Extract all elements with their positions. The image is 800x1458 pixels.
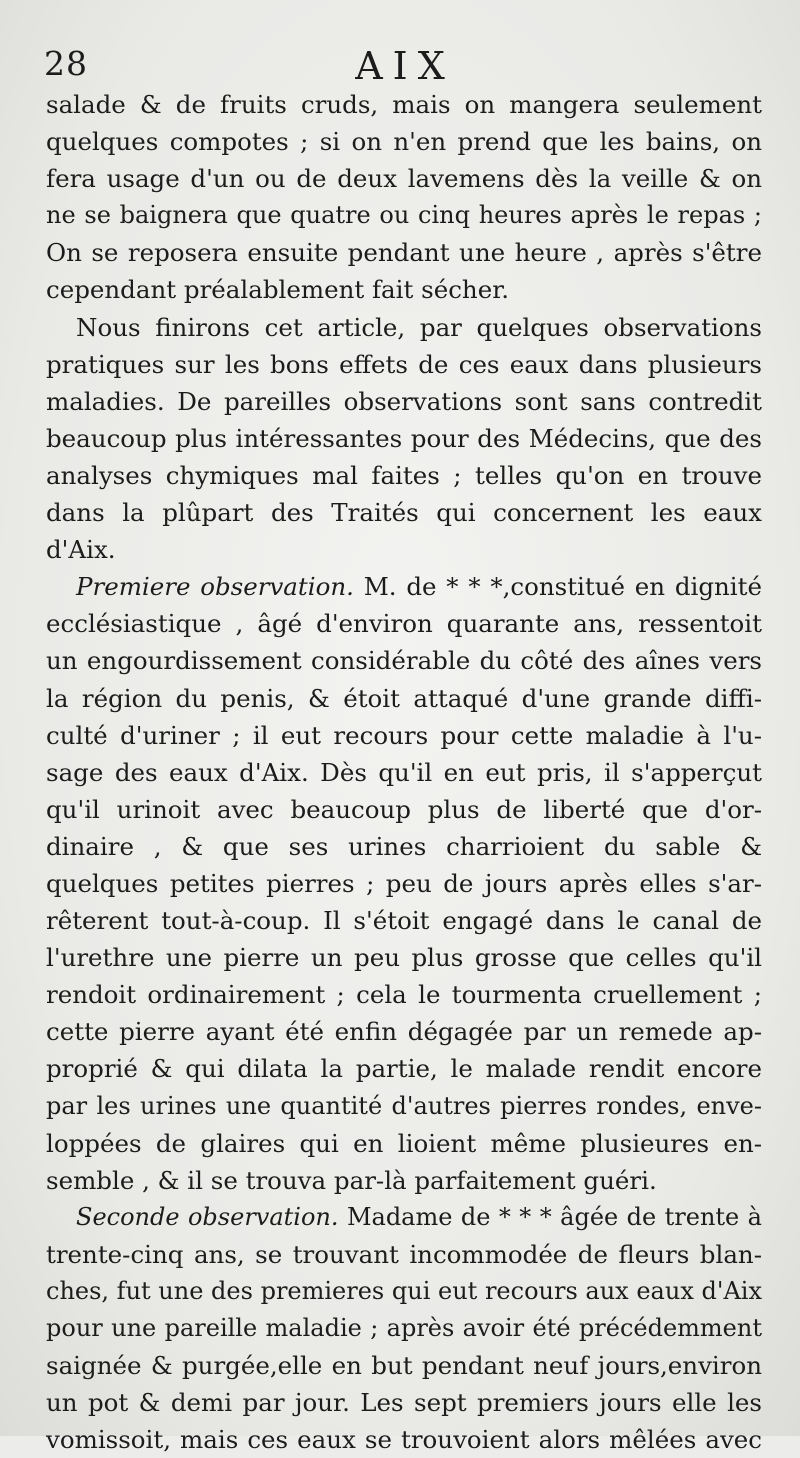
line-text: salade & de fruits cruds, mais on mangera seulement xyxy=(46,90,762,119)
text-line xyxy=(46,976,762,1013)
text-line xyxy=(46,1125,762,1162)
text-line xyxy=(46,1310,762,1347)
line-text: pratiques sur les bons effets de ces eaux dans plusieurs xyxy=(46,349,762,379)
line-text: Nous finirons cet article, par quelques observations xyxy=(76,312,762,342)
line-text: ecclésiastique , âgé d'environ quarante ans, ressentoit xyxy=(46,609,762,639)
line-text: rêterent tout-à-coup. Il s'étoit engagé dans le canal de xyxy=(46,906,762,936)
text-line xyxy=(46,1162,762,1199)
line-text: cependant préalablement fait sécher. xyxy=(46,275,510,305)
observation-heading: Premiere observation. xyxy=(76,572,354,602)
text-line xyxy=(46,494,762,531)
line-text: fera usage d'un ou de deux lavemens dès la veille & on xyxy=(46,164,762,194)
line-text: quelques compotes ; si on n'en prend que les bains, on xyxy=(46,127,762,157)
line-text: ne se baignera que quatre ou cinq heures après le repas ; xyxy=(46,201,762,230)
text-line xyxy=(46,1273,762,1310)
text-line xyxy=(46,197,762,234)
line-text: loppées de glaires qui en lioient même plusieures en- xyxy=(46,1128,762,1158)
text-line xyxy=(46,1384,762,1421)
text-line xyxy=(46,457,762,494)
text-line xyxy=(46,1421,762,1458)
line-text: On se reposera ensuite pendant une heure , après s'être xyxy=(46,238,762,268)
line-text: d'Aix. xyxy=(46,535,116,565)
line-text: Madame de * * * âgée de trente à xyxy=(338,1202,762,1231)
text-line xyxy=(46,1013,762,1050)
observation-heading: Seconde observation. xyxy=(76,1202,339,1231)
text-line xyxy=(46,1088,762,1125)
line-text: maladies. De pareilles observations sont sans contredit xyxy=(46,386,762,416)
line-text: beaucoup plus intéressantes pour des Médecins, que des xyxy=(46,423,762,453)
body-text xyxy=(46,86,762,1458)
text-line xyxy=(46,1050,762,1087)
line-text: cette pierre ayant été enfin dégagée par un remede ap- xyxy=(46,1017,762,1047)
running-head xyxy=(44,44,756,88)
line-text: proprié & qui dilata la partie, le malade rendit encore xyxy=(46,1054,762,1084)
line-text: ches, fut une des premieres qui eut recours aux eaux d'Aix xyxy=(46,1277,762,1305)
text-line xyxy=(46,568,762,605)
line-text: quelques petites pierres ; peu de jours après elles s'ar- xyxy=(46,868,762,898)
page-number: 28 xyxy=(44,44,88,83)
text-line xyxy=(46,271,762,308)
text-line xyxy=(46,309,762,346)
text-line xyxy=(46,160,762,197)
line-text: rendoit ordinairement ; cela le tourmenta cruellement ; xyxy=(46,980,762,1010)
text-line xyxy=(46,346,762,383)
line-text: un pot & demi par jour. Les sept premiers jours elle les xyxy=(46,1388,762,1418)
text-line xyxy=(46,605,762,642)
line-text: analyses chymiques mal faites ; telles qu'on en trouve xyxy=(46,460,762,490)
line-text: culté d'uriner ; il eut recours pour cette maladie à l'u- xyxy=(46,720,762,750)
line-text: M. de * * *,constitué en dignité xyxy=(353,572,762,602)
text-line xyxy=(46,531,762,568)
text-line xyxy=(46,680,762,717)
page-header-title: AIX xyxy=(355,44,455,88)
line-text: sage des eaux d'Aix. Dès qu'il en eut pris, il s'apperçut xyxy=(46,757,762,787)
text-line xyxy=(46,754,762,791)
line-text: dinaire , & que ses urines charrioient du sable & xyxy=(46,831,762,861)
text-line xyxy=(46,1236,762,1273)
line-text: pour une pareille maladie ; après avoir été précédemment xyxy=(46,1314,762,1343)
text-line xyxy=(46,939,762,976)
line-text: qu'il urinoit avec beaucoup plus de liberté que d'or- xyxy=(46,794,762,824)
line-text: vomissoit, mais ces eaux se trouvoient alors mêlées avec xyxy=(46,1425,762,1455)
text-line xyxy=(46,642,762,679)
text-line xyxy=(46,383,762,420)
line-text: par les urines une quantité d'autres pierres rondes, enve- xyxy=(46,1091,762,1120)
text-line xyxy=(46,86,762,123)
line-text: l'urethre une pierre un peu plus grosse que celles qu'il xyxy=(46,943,762,973)
text-line xyxy=(46,1347,762,1384)
line-text: saignée & purgée,elle en but pendant neuf jours,environ xyxy=(46,1351,762,1381)
line-text: la région du penis, & étoit attaqué d'une grande diffi- xyxy=(46,683,762,713)
line-text: semble , & il se trouva par-là parfaitement guéri. xyxy=(46,1165,657,1195)
text-line xyxy=(46,717,762,754)
text-line xyxy=(46,828,762,865)
text-line xyxy=(46,865,762,902)
line-text: trente-cinq ans, se trouvant incommodée de fleurs blan- xyxy=(46,1239,762,1269)
text-line xyxy=(46,902,762,939)
text-line xyxy=(46,123,762,160)
line-text: dans la plûpart des Traités qui concernent les eaux xyxy=(46,498,762,528)
text-line xyxy=(46,420,762,457)
text-line xyxy=(46,1199,762,1236)
text-line xyxy=(46,234,762,271)
line-text: un engourdissement considérable du côté des aînes vers xyxy=(46,646,762,676)
text-line xyxy=(46,791,762,828)
